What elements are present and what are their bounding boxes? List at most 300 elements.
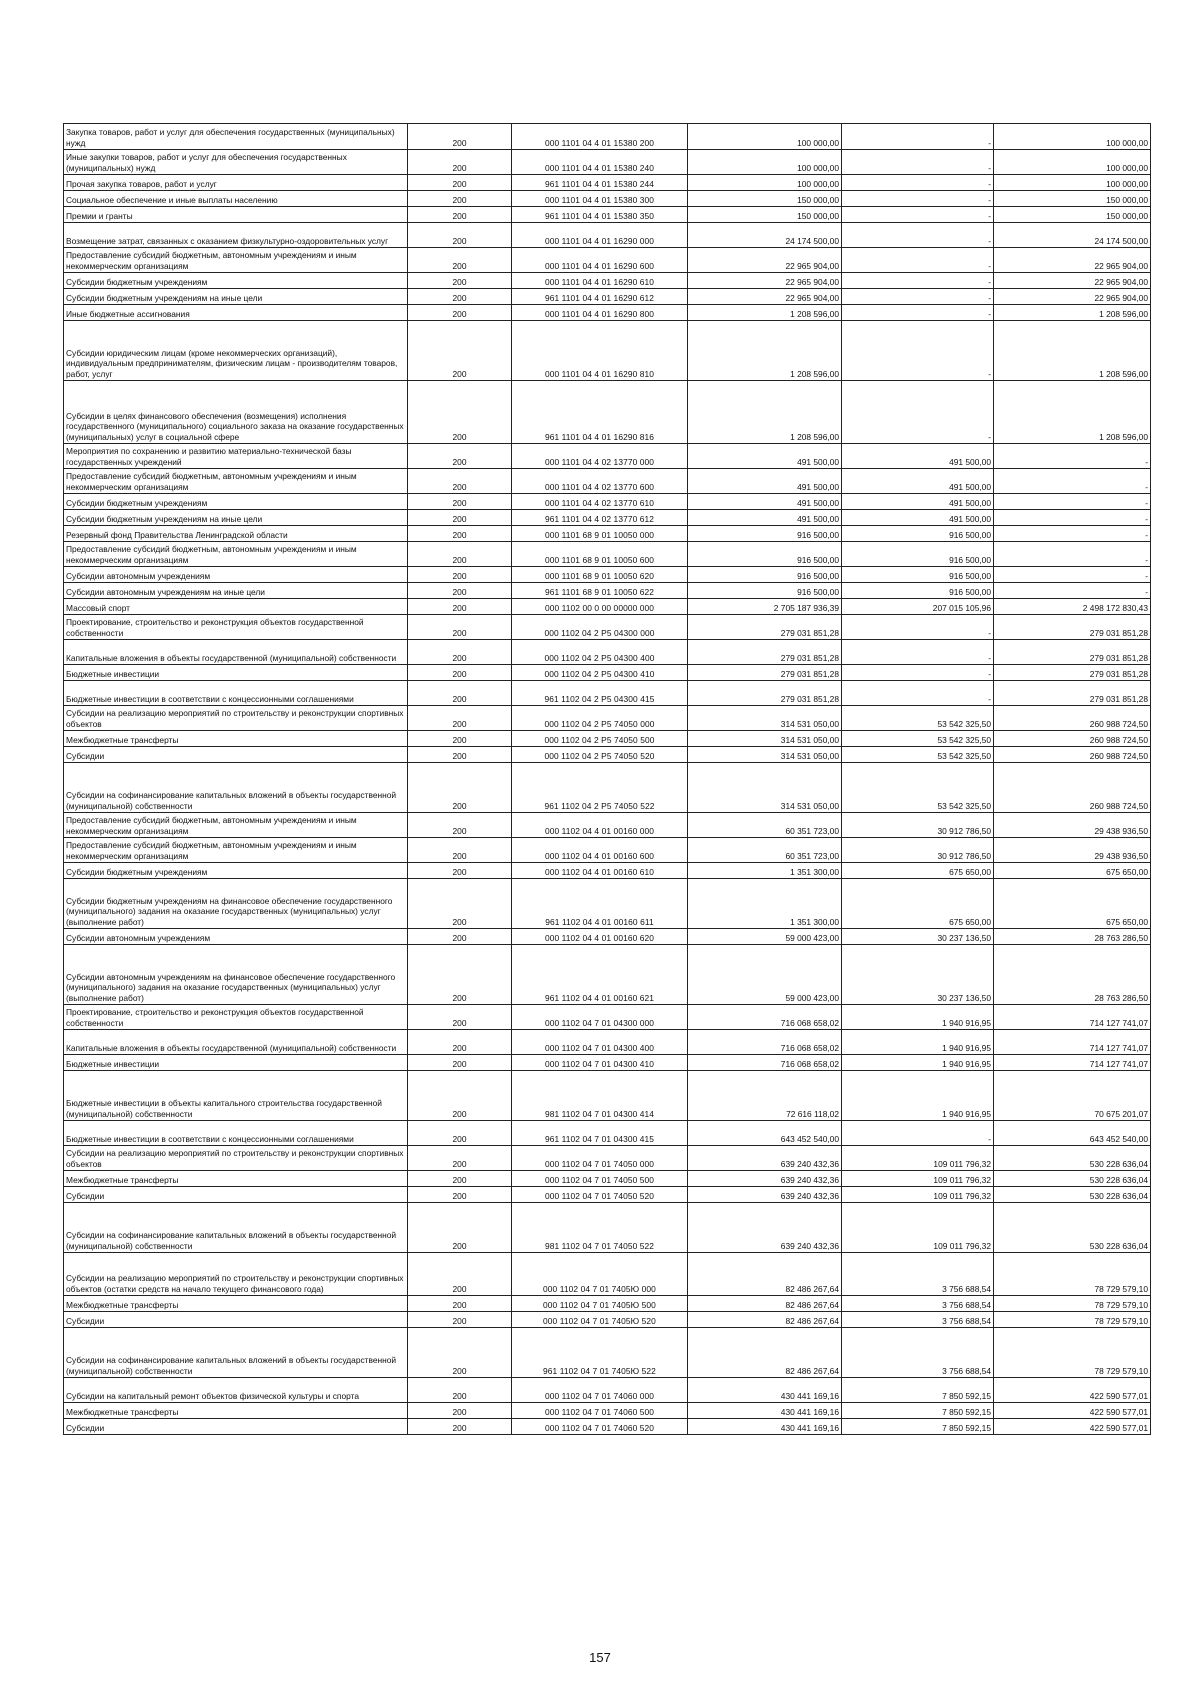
cell-budget-code: 000 1102 04 2 P5 04300 400 [512, 640, 688, 665]
cell-executed: 207 015 105,96 [842, 599, 994, 615]
cell-unexecuted: 530 228 636,04 [994, 1203, 1151, 1253]
cell-unexecuted: 150 000,00 [994, 207, 1151, 223]
cell-executed: 30 237 136,50 [842, 929, 994, 945]
cell-approved: 150 000,00 [688, 191, 842, 207]
cell-unexecuted: 422 590 577,01 [994, 1378, 1151, 1403]
cell-admin-code: 200 [408, 1403, 512, 1419]
table-row [64, 175, 1151, 191]
table-row [64, 1328, 1151, 1378]
table-row [64, 494, 1151, 510]
cell-admin-code: 200 [408, 469, 512, 494]
cell-executed: 30 912 786,50 [842, 813, 994, 838]
cell-executed: 53 542 325,50 [842, 763, 994, 813]
cell-unexecuted: 714 127 741,07 [994, 1055, 1151, 1071]
table-row [64, 321, 1151, 381]
cell-approved: 22 965 904,00 [688, 289, 842, 305]
cell-approved: 1 351 300,00 [688, 879, 842, 929]
cell-name: Бюджетные инвестиции в объекты капитального строительства государственной (муниципальной) собственности [64, 1071, 408, 1121]
cell-unexecuted: 24 174 500,00 [994, 223, 1151, 248]
cell-admin-code: 200 [408, 567, 512, 583]
cell-approved: 24 174 500,00 [688, 223, 842, 248]
cell-executed: - [842, 207, 994, 223]
cell-admin-code: 200 [408, 1253, 512, 1296]
table-row [64, 526, 1151, 542]
page-number: 157 [589, 1650, 611, 1665]
cell-approved: 314 531 050,00 [688, 731, 842, 747]
cell-admin-code: 200 [408, 665, 512, 681]
cell-approved: 22 965 904,00 [688, 273, 842, 289]
cell-admin-code: 200 [408, 1121, 512, 1146]
cell-executed: - [842, 175, 994, 191]
cell-unexecuted: 279 031 851,28 [994, 665, 1151, 681]
table-row [64, 469, 1151, 494]
cell-unexecuted: 22 965 904,00 [994, 248, 1151, 273]
cell-approved: 430 441 169,16 [688, 1419, 842, 1435]
cell-admin-code: 200 [408, 542, 512, 567]
cell-admin-code: 200 [408, 1187, 512, 1203]
cell-executed: 53 542 325,50 [842, 747, 994, 763]
cell-name: Межбюджетные трансферты [64, 731, 408, 747]
cell-executed: 53 542 325,50 [842, 731, 994, 747]
cell-approved: 100 000,00 [688, 150, 842, 175]
cell-name: Бюджетные инвестиции [64, 665, 408, 681]
cell-admin-code: 200 [408, 1030, 512, 1055]
cell-admin-code: 200 [408, 150, 512, 175]
table-row [64, 681, 1151, 706]
cell-admin-code: 200 [408, 124, 512, 150]
cell-admin-code: 200 [408, 321, 512, 381]
cell-admin-code: 200 [408, 929, 512, 945]
table-row [64, 731, 1151, 747]
cell-executed: 916 500,00 [842, 542, 994, 567]
cell-approved: 72 616 118,02 [688, 1071, 842, 1121]
cell-budget-code: 000 1102 04 7 01 74060 000 [512, 1378, 688, 1403]
cell-name: Предоставление субсидий бюджетным, автономным учреждениям и иным некоммерческим организациям [64, 542, 408, 567]
cell-executed: 30 912 786,50 [842, 838, 994, 863]
cell-approved: 60 351 723,00 [688, 838, 842, 863]
table-row [64, 747, 1151, 763]
cell-name: Субсидии на софинансирование капитальных вложений в объекты государственной (муниципальной) собственности [64, 1203, 408, 1253]
cell-executed: 1 940 916,95 [842, 1030, 994, 1055]
cell-approved: 82 486 267,64 [688, 1312, 842, 1328]
cell-unexecuted: 2 498 172 830,43 [994, 599, 1151, 615]
cell-admin-code: 200 [408, 1005, 512, 1030]
cell-budget-code: 000 1101 04 4 02 13770 610 [512, 494, 688, 510]
cell-admin-code: 200 [408, 223, 512, 248]
table-row [64, 1403, 1151, 1419]
table-row [64, 1146, 1151, 1171]
cell-approved: 279 031 851,28 [688, 681, 842, 706]
cell-admin-code: 200 [408, 747, 512, 763]
cell-budget-code: 961 1101 04 4 01 15380 244 [512, 175, 688, 191]
cell-unexecuted: 714 127 741,07 [994, 1005, 1151, 1030]
cell-budget-code: 000 1102 04 4 01 00160 610 [512, 863, 688, 879]
cell-admin-code: 200 [408, 706, 512, 731]
cell-admin-code: 200 [408, 1378, 512, 1403]
cell-name: Субсидии на капитальный ремонт объектов физической культуры и спорта [64, 1378, 408, 1403]
cell-name: Предоставление субсидий бюджетным, автономным учреждениям и иным некоммерческим организациям [64, 469, 408, 494]
cell-unexecuted: 422 590 577,01 [994, 1419, 1151, 1435]
cell-budget-code: 000 1101 04 4 01 16290 810 [512, 321, 688, 381]
cell-approved: 1 208 596,00 [688, 305, 842, 321]
table-row [64, 863, 1151, 879]
cell-budget-code: 961 1101 68 9 01 10050 622 [512, 583, 688, 599]
cell-name: Социальное обеспечение и иные выплаты населению [64, 191, 408, 207]
cell-unexecuted: 1 208 596,00 [994, 321, 1151, 381]
cell-name: Субсидии бюджетным учреждениям на иные цели [64, 510, 408, 526]
cell-name: Субсидии [64, 1187, 408, 1203]
cell-admin-code: 200 [408, 681, 512, 706]
cell-executed: 1 940 916,95 [842, 1071, 994, 1121]
cell-name: Капитальные вложения в объекты государственной (муниципальной) собственности [64, 640, 408, 665]
cell-approved: 82 486 267,64 [688, 1296, 842, 1312]
cell-admin-code: 200 [408, 640, 512, 665]
cell-unexecuted: 78 729 579,10 [994, 1328, 1151, 1378]
table-row [64, 1296, 1151, 1312]
table-row [64, 1253, 1151, 1296]
cell-unexecuted: 22 965 904,00 [994, 273, 1151, 289]
cell-admin-code: 200 [408, 1146, 512, 1171]
cell-executed: 916 500,00 [842, 526, 994, 542]
cell-budget-code: 000 1102 04 4 01 00160 620 [512, 929, 688, 945]
cell-admin-code: 200 [408, 813, 512, 838]
cell-unexecuted: 22 965 904,00 [994, 289, 1151, 305]
table-row [64, 124, 1151, 150]
cell-budget-code: 000 1101 04 4 01 15380 300 [512, 191, 688, 207]
table-row [64, 763, 1151, 813]
cell-admin-code: 200 [408, 945, 512, 1005]
cell-budget-code: 000 1101 04 4 02 13770 600 [512, 469, 688, 494]
cell-name: Субсидии бюджетным учреждениям на финансовое обеспечение государственного (муниципального) задания на оказание государственных (муниципальных) услуг (выполнение работ) [64, 879, 408, 929]
table-row [64, 1419, 1151, 1435]
cell-executed: - [842, 248, 994, 273]
cell-name: Субсидии автономным учреждениям [64, 929, 408, 945]
cell-name: Иные бюджетные ассигнования [64, 305, 408, 321]
cell-approved: 491 500,00 [688, 444, 842, 469]
cell-executed: 3 756 688,54 [842, 1312, 994, 1328]
cell-executed: 491 500,00 [842, 444, 994, 469]
cell-name: Субсидии бюджетным учреждениям [64, 863, 408, 879]
cell-budget-code: 000 1101 04 4 01 15380 200 [512, 124, 688, 150]
table-row [64, 444, 1151, 469]
cell-unexecuted: 100 000,00 [994, 175, 1151, 191]
cell-name: Субсидии [64, 1419, 408, 1435]
cell-budget-code: 000 1102 00 0 00 00000 000 [512, 599, 688, 615]
cell-unexecuted: 70 675 201,07 [994, 1071, 1151, 1121]
cell-unexecuted: 1 208 596,00 [994, 305, 1151, 321]
table-row [64, 305, 1151, 321]
table-row [64, 813, 1151, 838]
table-row [64, 1005, 1151, 1030]
cell-name: Субсидии юридическим лицам (кроме некоммерческих организаций), индивидуальным предпринимателям, физическим лицам - производителям товаров, работ, услуг [64, 321, 408, 381]
cell-admin-code: 200 [408, 763, 512, 813]
cell-name: Субсидии на реализацию мероприятий по строительству и реконструкции спортивных объектов (остатки средств на начало текущего финансового года) [64, 1253, 408, 1296]
cell-executed: 491 500,00 [842, 469, 994, 494]
cell-name: Массовый спорт [64, 599, 408, 615]
cell-approved: 314 531 050,00 [688, 706, 842, 731]
cell-budget-code: 000 1102 04 2 P5 04300 000 [512, 615, 688, 640]
cell-budget-code: 000 1101 04 4 01 16290 600 [512, 248, 688, 273]
cell-name: Субсидии автономным учреждениям на иные цели [64, 583, 408, 599]
cell-budget-code: 000 1101 04 4 01 16290 610 [512, 273, 688, 289]
table-row [64, 1312, 1151, 1328]
cell-admin-code: 200 [408, 1296, 512, 1312]
cell-budget-code: 961 1101 04 4 01 15380 350 [512, 207, 688, 223]
table-row [64, 191, 1151, 207]
cell-executed: 109 011 796,32 [842, 1171, 994, 1187]
cell-unexecuted: 150 000,00 [994, 191, 1151, 207]
cell-executed: - [842, 1121, 994, 1146]
cell-admin-code: 200 [408, 1312, 512, 1328]
budget-expenditure-table [63, 123, 1151, 1435]
table-row [64, 929, 1151, 945]
cell-name: Субсидии на софинансирование капитальных вложений в объекты государственной (муниципальной) собственности [64, 763, 408, 813]
cell-name: Межбюджетные трансферты [64, 1171, 408, 1187]
cell-admin-code: 200 [408, 1055, 512, 1071]
cell-unexecuted: 422 590 577,01 [994, 1403, 1151, 1419]
cell-executed: 3 756 688,54 [842, 1296, 994, 1312]
cell-budget-code: 961 1102 04 7 01 7405Ю 522 [512, 1328, 688, 1378]
cell-approved: 1 208 596,00 [688, 321, 842, 381]
cell-admin-code: 200 [408, 381, 512, 444]
cell-name: Субсидии [64, 1312, 408, 1328]
cell-budget-code: 000 1101 68 9 01 10050 620 [512, 567, 688, 583]
cell-admin-code: 200 [408, 273, 512, 289]
cell-budget-code: 000 1102 04 2 P5 04300 410 [512, 665, 688, 681]
cell-executed: - [842, 640, 994, 665]
table-row [64, 289, 1151, 305]
table-row [64, 567, 1151, 583]
table-row [64, 599, 1151, 615]
cell-budget-code: 981 1102 04 7 01 04300 414 [512, 1071, 688, 1121]
cell-admin-code: 200 [408, 191, 512, 207]
cell-unexecuted: 29 438 936,50 [994, 813, 1151, 838]
cell-approved: 100 000,00 [688, 175, 842, 191]
cell-approved: 314 531 050,00 [688, 747, 842, 763]
cell-unexecuted: 279 031 851,28 [994, 640, 1151, 665]
cell-approved: 82 486 267,64 [688, 1328, 842, 1378]
cell-approved: 314 531 050,00 [688, 763, 842, 813]
cell-approved: 150 000,00 [688, 207, 842, 223]
cell-budget-code: 961 1101 04 4 02 13770 612 [512, 510, 688, 526]
cell-executed: - [842, 305, 994, 321]
cell-executed: 3 756 688,54 [842, 1328, 994, 1378]
table-row [64, 1171, 1151, 1187]
cell-name: Предоставление субсидий бюджетным, автономным учреждениям и иным некоммерческим организациям [64, 248, 408, 273]
cell-approved: 1 351 300,00 [688, 863, 842, 879]
cell-approved: 916 500,00 [688, 567, 842, 583]
cell-executed: 7 850 592,15 [842, 1378, 994, 1403]
cell-unexecuted: 279 031 851,28 [994, 681, 1151, 706]
cell-unexecuted: 530 228 636,04 [994, 1171, 1151, 1187]
cell-budget-code: 000 1102 04 7 01 04300 410 [512, 1055, 688, 1071]
cell-name: Субсидии автономным учреждениям на финансовое обеспечение государственного (муниципального) задания на оказание государственных (муниципальных) услуг (выполнение работ) [64, 945, 408, 1005]
cell-unexecuted: 260 988 724,50 [994, 763, 1151, 813]
cell-budget-code: 000 1101 04 4 02 13770 000 [512, 444, 688, 469]
cell-admin-code: 200 [408, 615, 512, 640]
cell-name: Субсидии на реализацию мероприятий по строительству и реконструкции спортивных объектов [64, 1146, 408, 1171]
cell-executed: 109 011 796,32 [842, 1203, 994, 1253]
table-row [64, 665, 1151, 681]
cell-budget-code: 000 1102 04 7 01 7405Ю 500 [512, 1296, 688, 1312]
cell-approved: 279 031 851,28 [688, 640, 842, 665]
cell-executed: - [842, 615, 994, 640]
cell-approved: 22 965 904,00 [688, 248, 842, 273]
cell-name: Субсидии бюджетным учреждениям [64, 494, 408, 510]
table-row [64, 1030, 1151, 1055]
cell-budget-code: 961 1102 04 7 01 04300 415 [512, 1121, 688, 1146]
cell-executed: - [842, 273, 994, 289]
cell-name: Проектирование, строительство и реконструкция объектов государственной собственности [64, 1005, 408, 1030]
cell-budget-code: 961 1102 04 2 P5 74050 522 [512, 763, 688, 813]
cell-budget-code: 981 1102 04 7 01 74050 522 [512, 1203, 688, 1253]
cell-unexecuted: - [994, 542, 1151, 567]
cell-executed: 109 011 796,32 [842, 1187, 994, 1203]
cell-approved: 916 500,00 [688, 542, 842, 567]
cell-budget-code: 000 1102 04 7 01 04300 400 [512, 1030, 688, 1055]
table-row [64, 1378, 1151, 1403]
cell-budget-code: 000 1102 04 2 P5 74050 500 [512, 731, 688, 747]
cell-admin-code: 200 [408, 879, 512, 929]
cell-unexecuted: 675 650,00 [994, 879, 1151, 929]
cell-budget-code: 000 1102 04 7 01 74050 520 [512, 1187, 688, 1203]
cell-approved: 100 000,00 [688, 124, 842, 150]
table-row [64, 223, 1151, 248]
cell-budget-code: 000 1102 04 7 01 74050 000 [512, 1146, 688, 1171]
cell-budget-code: 000 1102 04 7 01 04300 000 [512, 1005, 688, 1030]
cell-executed: - [842, 665, 994, 681]
cell-executed: 53 542 325,50 [842, 706, 994, 731]
cell-approved: 59 000 423,00 [688, 929, 842, 945]
table-row [64, 150, 1151, 175]
cell-name: Возмещение затрат, связанных с оказанием физкультурно-оздоровительных услуг [64, 223, 408, 248]
cell-admin-code: 200 [408, 1203, 512, 1253]
cell-approved: 916 500,00 [688, 583, 842, 599]
table-row [64, 615, 1151, 640]
cell-unexecuted: 29 438 936,50 [994, 838, 1151, 863]
cell-admin-code: 200 [408, 526, 512, 542]
cell-admin-code: 200 [408, 1419, 512, 1435]
cell-name: Прочая закупка товаров, работ и услуг [64, 175, 408, 191]
cell-name: Иные закупки товаров, работ и услуг для обеспечения государственных (муниципальных) нужд [64, 150, 408, 175]
cell-executed: 916 500,00 [842, 567, 994, 583]
cell-approved: 716 068 658,02 [688, 1005, 842, 1030]
table-row [64, 542, 1151, 567]
cell-unexecuted: 260 988 724,50 [994, 731, 1151, 747]
cell-unexecuted: - [994, 583, 1151, 599]
cell-executed: 7 850 592,15 [842, 1403, 994, 1419]
cell-name: Капитальные вложения в объекты государственной (муниципальной) собственности [64, 1030, 408, 1055]
cell-name: Субсидии на реализацию мероприятий по строительству и реконструкции спортивных объектов [64, 706, 408, 731]
cell-admin-code: 200 [408, 175, 512, 191]
cell-approved: 716 068 658,02 [688, 1055, 842, 1071]
table-body [64, 124, 1151, 1435]
cell-budget-code: 000 1102 04 7 01 74060 500 [512, 1403, 688, 1419]
cell-executed: 109 011 796,32 [842, 1146, 994, 1171]
cell-approved: 639 240 432,36 [688, 1187, 842, 1203]
cell-budget-code: 000 1101 04 4 01 16290 800 [512, 305, 688, 321]
cell-admin-code: 200 [408, 510, 512, 526]
cell-executed: - [842, 681, 994, 706]
cell-unexecuted: 714 127 741,07 [994, 1030, 1151, 1055]
cell-approved: 430 441 169,16 [688, 1403, 842, 1419]
cell-admin-code: 200 [408, 1071, 512, 1121]
table-row [64, 1203, 1151, 1253]
table-row [64, 248, 1151, 273]
cell-budget-code: 000 1101 68 9 01 10050 600 [512, 542, 688, 567]
cell-executed: 675 650,00 [842, 863, 994, 879]
cell-unexecuted: - [994, 444, 1151, 469]
cell-unexecuted: - [994, 469, 1151, 494]
cell-executed: - [842, 381, 994, 444]
cell-approved: 2 705 187 936,39 [688, 599, 842, 615]
cell-budget-code: 961 1102 04 4 01 00160 611 [512, 879, 688, 929]
cell-budget-code: 000 1101 68 9 01 10050 000 [512, 526, 688, 542]
cell-approved: 639 240 432,36 [688, 1171, 842, 1187]
cell-executed: - [842, 124, 994, 150]
cell-executed: 491 500,00 [842, 510, 994, 526]
cell-budget-code: 961 1102 04 4 01 00160 621 [512, 945, 688, 1005]
cell-unexecuted: 100 000,00 [994, 124, 1151, 150]
table-row [64, 1071, 1151, 1121]
cell-name: Предоставление субсидий бюджетным, автономным учреждениям и иным некоммерческим организациям [64, 813, 408, 838]
cell-admin-code: 200 [408, 838, 512, 863]
table-row [64, 838, 1151, 863]
cell-unexecuted: 279 031 851,28 [994, 615, 1151, 640]
cell-approved: 60 351 723,00 [688, 813, 842, 838]
cell-name: Субсидии бюджетным учреждениям на иные цели [64, 289, 408, 305]
cell-executed: 7 850 592,15 [842, 1419, 994, 1435]
cell-budget-code: 000 1102 04 2 P5 74050 520 [512, 747, 688, 763]
table-row [64, 1055, 1151, 1071]
cell-budget-code: 961 1101 04 4 01 16290 816 [512, 381, 688, 444]
cell-name: Бюджетные инвестиции [64, 1055, 408, 1071]
cell-name: Бюджетные инвестиции в соответствии с концессионными соглашениями [64, 681, 408, 706]
cell-budget-code: 000 1102 04 7 01 7405Ю 520 [512, 1312, 688, 1328]
cell-unexecuted: 643 452 540,00 [994, 1121, 1151, 1146]
cell-unexecuted: 78 729 579,10 [994, 1312, 1151, 1328]
cell-approved: 716 068 658,02 [688, 1030, 842, 1055]
cell-budget-code: 961 1101 04 4 01 16290 612 [512, 289, 688, 305]
cell-approved: 1 208 596,00 [688, 381, 842, 444]
cell-admin-code: 200 [408, 207, 512, 223]
cell-approved: 279 031 851,28 [688, 665, 842, 681]
cell-admin-code: 200 [408, 494, 512, 510]
cell-approved: 491 500,00 [688, 494, 842, 510]
cell-budget-code: 000 1102 04 2 P5 74050 000 [512, 706, 688, 731]
cell-admin-code: 200 [408, 731, 512, 747]
cell-executed: 675 650,00 [842, 879, 994, 929]
cell-executed: 30 237 136,50 [842, 945, 994, 1005]
cell-unexecuted: 1 208 596,00 [994, 381, 1151, 444]
cell-name: Субсидии [64, 747, 408, 763]
cell-unexecuted: 530 228 636,04 [994, 1187, 1151, 1203]
cell-unexecuted: - [994, 510, 1151, 526]
cell-name: Межбюджетные трансферты [64, 1403, 408, 1419]
cell-admin-code: 200 [408, 1171, 512, 1187]
cell-unexecuted: 78 729 579,10 [994, 1296, 1151, 1312]
cell-unexecuted: 260 988 724,50 [994, 706, 1151, 731]
table-row [64, 207, 1151, 223]
table-row [64, 706, 1151, 731]
table-row [64, 583, 1151, 599]
cell-unexecuted: 28 763 286,50 [994, 929, 1151, 945]
cell-approved: 643 452 540,00 [688, 1121, 842, 1146]
cell-executed: 491 500,00 [842, 494, 994, 510]
cell-unexecuted: 28 763 286,50 [994, 945, 1151, 1005]
cell-executed: - [842, 321, 994, 381]
cell-admin-code: 200 [408, 248, 512, 273]
